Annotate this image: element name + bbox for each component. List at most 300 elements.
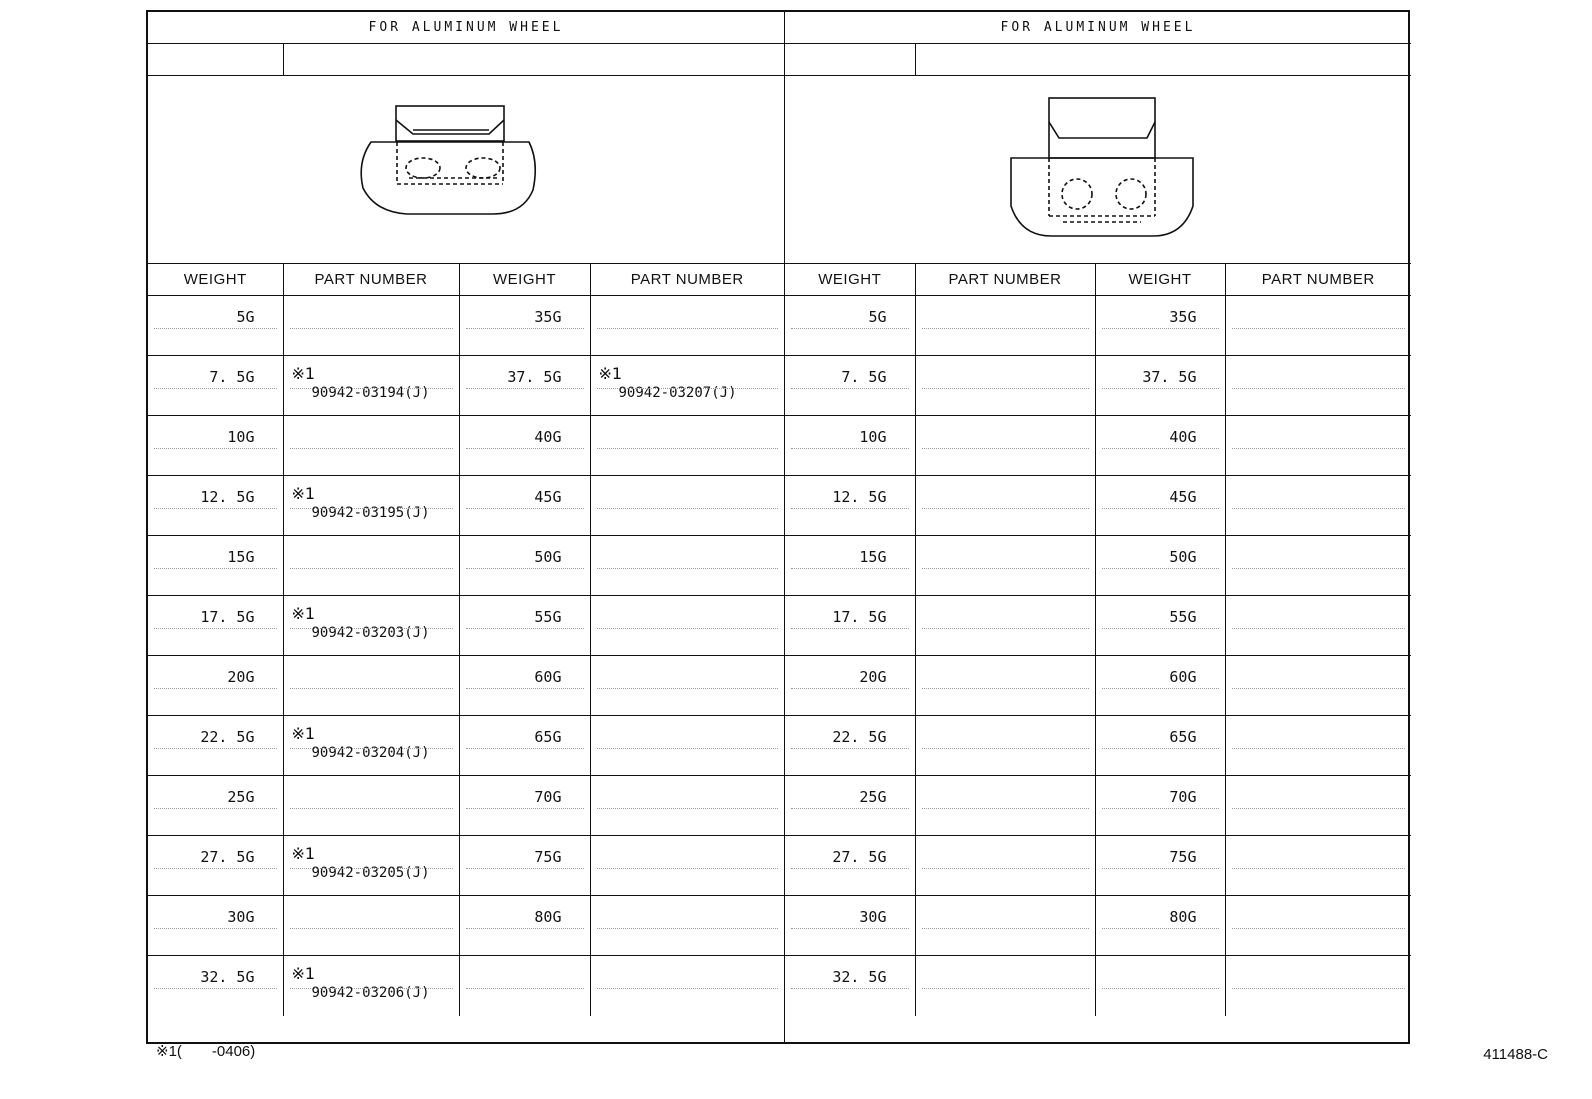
table-row (148, 656, 784, 716)
dotted-guide (922, 508, 1089, 509)
right-blank-divider (915, 44, 916, 75)
dotted-guide (154, 448, 277, 449)
footnote-mark: ※1 (291, 724, 316, 743)
weight-cell (459, 596, 590, 656)
weight-value: 7. 5G (841, 368, 887, 386)
right-section-title: FOR ALUMINUM WHEEL (785, 12, 1411, 44)
part-number-value: 90942-03207(J) (618, 385, 737, 401)
left-blank-divider (283, 44, 284, 75)
dotted-guide (597, 628, 779, 629)
dotted-guide (1102, 808, 1219, 809)
footnote-mark (916, 476, 1095, 484)
footnote-mark (916, 716, 1095, 724)
footnote-mark (1226, 716, 1412, 724)
part-number-cell (590, 296, 784, 356)
footnote-mark (1226, 416, 1412, 424)
dotted-guide (597, 688, 779, 689)
part-number-cell (1225, 596, 1411, 656)
dotted-guide (290, 808, 453, 809)
weight-value: 35G (534, 308, 562, 326)
part-number-value (916, 484, 1095, 486)
weight-cell (148, 596, 283, 656)
table-row (785, 296, 1411, 356)
part-number-value (591, 664, 785, 666)
dotted-guide (1102, 448, 1219, 449)
part-number-cell (1225, 356, 1411, 416)
part-number-cell (915, 836, 1095, 896)
dotted-guide (791, 808, 909, 809)
dotted-guide (290, 748, 453, 749)
weight-cell (459, 296, 590, 356)
weight-cell (1095, 836, 1225, 896)
dotted-guide (1232, 508, 1406, 509)
footnote-mark (916, 596, 1095, 604)
wheel-weight-adhesive-icon (1007, 94, 1207, 244)
part-number-cell (283, 416, 459, 476)
weight-cell (148, 356, 283, 416)
table-row (148, 416, 784, 476)
part-number-value (591, 604, 785, 606)
part-number-cell (1225, 416, 1411, 476)
part-number-cell (283, 596, 459, 656)
dotted-guide (597, 988, 779, 989)
dotted-guide (154, 928, 277, 929)
dotted-guide (1232, 388, 1406, 389)
wheel-weight-clip-on-icon (353, 102, 553, 232)
footnote-mark (916, 356, 1095, 364)
part-number-value (1226, 484, 1412, 486)
dotted-guide (290, 448, 453, 449)
part-number-cell (590, 476, 784, 536)
dotted-guide (922, 988, 1089, 989)
table-row (148, 716, 784, 776)
footnote-mark (1226, 836, 1412, 844)
dotted-guide (597, 808, 779, 809)
weight-cell (148, 416, 283, 476)
table-row (148, 956, 784, 1016)
part-number-value (1226, 844, 1412, 846)
footnote-mark (591, 656, 785, 664)
table-row (148, 536, 784, 596)
table-row (148, 356, 784, 416)
dotted-guide (791, 988, 909, 989)
part-number-cell (590, 896, 784, 956)
dotted-guide (922, 688, 1089, 689)
footnote-mark: ※1 (598, 364, 623, 383)
weight-value: 15G (227, 548, 255, 566)
right-weight-table (785, 264, 1411, 1016)
part-number-cell (283, 836, 459, 896)
weight-cell (785, 656, 915, 716)
weight-cell (785, 296, 915, 356)
weight-cell (148, 896, 283, 956)
part-number-value (916, 964, 1095, 966)
weight-cell (1095, 956, 1225, 1016)
part-number-cell (1225, 476, 1411, 536)
footnote-mark (916, 776, 1095, 784)
part-number-value (1226, 604, 1412, 606)
footnote-mark: ※1 (291, 844, 316, 863)
dotted-guide (154, 328, 277, 329)
footnote-mark: ※1 (291, 964, 316, 983)
weight-value: 80G (1169, 908, 1197, 926)
footnote-mark (284, 896, 459, 904)
weight-cell (148, 716, 283, 776)
part-number-cell (915, 956, 1095, 1016)
part-number-cell (283, 896, 459, 956)
table-row (785, 716, 1411, 776)
dotted-guide (154, 808, 277, 809)
weight-value: 5G (236, 308, 255, 326)
table-row (148, 776, 784, 836)
weight-value: 22. 5G (832, 728, 887, 746)
weight-cell (459, 416, 590, 476)
weight-cell (785, 956, 915, 1016)
dotted-guide (290, 988, 453, 989)
part-number-value: 90942-03204(J) (311, 745, 430, 761)
dotted-guide (922, 928, 1089, 929)
footnote-mark (1226, 656, 1412, 664)
left-table-body (148, 296, 784, 1016)
part-number-value (1226, 964, 1412, 966)
dotted-guide (922, 868, 1089, 869)
weight-value: 65G (534, 728, 562, 746)
footnote-mark (591, 296, 785, 304)
weight-value: 80G (534, 908, 562, 926)
weight-cell (785, 776, 915, 836)
right-section (784, 12, 1411, 1042)
column-header-part-number: PART NUMBER (590, 264, 784, 296)
footnote-mark (916, 896, 1095, 904)
part-number-cell (283, 356, 459, 416)
weight-cell (148, 296, 283, 356)
part-number-cell (590, 776, 784, 836)
left-section (148, 12, 784, 1042)
weight-cell (148, 536, 283, 596)
weight-value: 27. 5G (200, 848, 255, 866)
dotted-guide (1102, 988, 1219, 989)
weight-value: 17. 5G (832, 608, 887, 626)
dotted-guide (290, 868, 453, 869)
weight-cell (459, 956, 590, 1016)
column-header-part-number: PART NUMBER (1225, 264, 1411, 296)
part-number-cell (1225, 296, 1411, 356)
table-row (785, 896, 1411, 956)
part-number-cell (915, 596, 1095, 656)
weight-cell (148, 656, 283, 716)
footnote-mark (1226, 956, 1412, 964)
weight-value: 30G (859, 908, 887, 926)
weight-value: 32. 5G (832, 968, 887, 986)
part-number-cell (590, 356, 784, 416)
dotted-guide (290, 628, 453, 629)
weight-cell (785, 416, 915, 476)
dotted-guide (1102, 568, 1219, 569)
footnote-mark (1226, 596, 1412, 604)
table-row (148, 476, 784, 536)
weight-value: 37. 5G (1142, 368, 1197, 386)
table-row (148, 296, 784, 356)
weight-value: 12. 5G (200, 488, 255, 506)
part-number-value (916, 604, 1095, 606)
dotted-guide (922, 448, 1089, 449)
dotted-guide (922, 328, 1089, 329)
dotted-guide (1102, 928, 1219, 929)
weight-value: 32. 5G (200, 968, 255, 986)
part-number-cell (915, 296, 1095, 356)
weight-cell (785, 596, 915, 656)
left-table-header (148, 264, 784, 296)
dotted-guide (466, 688, 584, 689)
part-number-value (1226, 364, 1412, 366)
part-number-value (1226, 304, 1412, 306)
weight-cell (1095, 896, 1225, 956)
weight-value: 75G (534, 848, 562, 866)
dotted-guide (154, 988, 277, 989)
footnote-mark (284, 776, 459, 784)
part-number-value (916, 844, 1095, 846)
footnote: ※1( -0406) (156, 1043, 256, 1060)
dotted-guide (290, 568, 453, 569)
weight-cell (785, 356, 915, 416)
weight-cell (1095, 716, 1225, 776)
part-number-cell (590, 956, 784, 1016)
dotted-guide (1102, 328, 1219, 329)
weight-value: 20G (859, 668, 887, 686)
part-number-value (916, 364, 1095, 366)
table-row (785, 656, 1411, 716)
part-number-value (284, 544, 459, 546)
weight-cell (148, 476, 283, 536)
dotted-guide (791, 928, 909, 929)
footnote-mark (1226, 536, 1412, 544)
weight-value: 50G (1169, 548, 1197, 566)
part-number-cell (590, 716, 784, 776)
weight-value (460, 956, 590, 968)
weight-value: 30G (227, 908, 255, 926)
column-header-weight: WEIGHT (459, 264, 590, 296)
weight-value: 35G (1169, 308, 1197, 326)
footnote-mark (591, 476, 785, 484)
footnote-mark (916, 416, 1095, 424)
footnote-mark (591, 536, 785, 544)
part-number-value (916, 424, 1095, 426)
dotted-guide (466, 808, 584, 809)
dotted-guide (1232, 688, 1406, 689)
part-number-value (284, 904, 459, 906)
dotted-guide (466, 568, 584, 569)
dotted-guide (466, 748, 584, 749)
right-table-body (785, 296, 1411, 1016)
weight-cell (148, 836, 283, 896)
dotted-guide (466, 988, 584, 989)
footnote-mark (284, 416, 459, 424)
part-number-cell (915, 656, 1095, 716)
weight-cell (1095, 776, 1225, 836)
part-number-value (1226, 664, 1412, 666)
dotted-guide (922, 568, 1089, 569)
dotted-guide (466, 628, 584, 629)
part-number-cell (1225, 536, 1411, 596)
part-number-value (916, 784, 1095, 786)
part-number-cell (283, 776, 459, 836)
dotted-guide (791, 748, 909, 749)
dotted-guide (1232, 568, 1406, 569)
table-row (785, 596, 1411, 656)
footnote-mark (916, 656, 1095, 664)
part-number-cell (1225, 716, 1411, 776)
weight-cell (459, 476, 590, 536)
part-number-value (1226, 724, 1412, 726)
weight-value: 17. 5G (200, 608, 255, 626)
dotted-guide (1232, 328, 1406, 329)
part-number-cell (283, 476, 459, 536)
part-number-value (1226, 784, 1412, 786)
part-number-value (284, 304, 459, 306)
part-number-cell (915, 776, 1095, 836)
weight-value: 40G (534, 428, 562, 446)
dotted-guide (791, 388, 909, 389)
part-number-value (591, 964, 785, 966)
footnote-mark (591, 416, 785, 424)
footnote-mark (916, 296, 1095, 304)
dotted-guide (597, 928, 779, 929)
dotted-guide (922, 628, 1089, 629)
dotted-guide (290, 328, 453, 329)
table-row (785, 776, 1411, 836)
dotted-guide (466, 868, 584, 869)
part-number-value (916, 724, 1095, 726)
part-number-value (591, 424, 785, 426)
dotted-guide (1232, 448, 1406, 449)
weight-value: 60G (1169, 668, 1197, 686)
weight-value: 40G (1169, 428, 1197, 446)
weight-value: 20G (227, 668, 255, 686)
dotted-guide (154, 868, 277, 869)
weight-cell (785, 896, 915, 956)
weight-cell (459, 836, 590, 896)
dotted-guide (1232, 628, 1406, 629)
part-number-value (916, 304, 1095, 306)
part-number-cell (590, 536, 784, 596)
weight-cell (785, 476, 915, 536)
dotted-guide (1232, 748, 1406, 749)
dotted-guide (154, 388, 277, 389)
part-number-value (1226, 424, 1412, 426)
dotted-guide (791, 448, 909, 449)
right-blank-row (785, 44, 1411, 76)
table-row (785, 956, 1411, 1016)
weight-cell (785, 716, 915, 776)
weight-value: 15G (859, 548, 887, 566)
part-number-value (1226, 544, 1412, 546)
part-number-cell (590, 656, 784, 716)
weight-cell (459, 536, 590, 596)
part-number-cell (1225, 836, 1411, 896)
weight-value: 12. 5G (832, 488, 887, 506)
dotted-guide (597, 568, 779, 569)
part-number-cell (283, 656, 459, 716)
weight-cell (785, 836, 915, 896)
footnote-mark (916, 836, 1095, 844)
part-number-cell (915, 716, 1095, 776)
table-row (148, 896, 784, 956)
column-header-weight: WEIGHT (148, 264, 283, 296)
part-number-value (591, 304, 785, 306)
table-row (785, 836, 1411, 896)
part-number-cell (915, 416, 1095, 476)
weight-value: 10G (227, 428, 255, 446)
part-number-value (591, 544, 785, 546)
dotted-guide (597, 448, 779, 449)
part-number-cell (1225, 776, 1411, 836)
dotted-guide (791, 328, 909, 329)
dotted-guide (922, 808, 1089, 809)
column-header-part-number: PART NUMBER (915, 264, 1095, 296)
right-table-header (785, 264, 1411, 296)
weight-cell (785, 536, 915, 596)
dotted-guide (1232, 928, 1406, 929)
part-number-cell (1225, 896, 1411, 956)
weight-cell (148, 776, 283, 836)
weight-value: 25G (859, 788, 887, 806)
table-row (148, 596, 784, 656)
dotted-guide (1232, 808, 1406, 809)
part-number-value (284, 664, 459, 666)
weight-value: 22. 5G (200, 728, 255, 746)
weight-value: 7. 5G (209, 368, 255, 386)
dotted-guide (154, 628, 277, 629)
table-row (785, 476, 1411, 536)
dotted-guide (154, 568, 277, 569)
table-row (785, 536, 1411, 596)
part-number-value (591, 484, 785, 486)
part-number-value (916, 904, 1095, 906)
weight-cell (459, 776, 590, 836)
footnote-mark: ※1 (291, 364, 316, 383)
weight-cell (1095, 296, 1225, 356)
footnote-mark (591, 776, 785, 784)
column-header-part-number: PART NUMBER (283, 264, 459, 296)
part-number-cell (915, 476, 1095, 536)
dotted-guide (154, 688, 277, 689)
part-number-value (591, 844, 785, 846)
dotted-guide (1102, 628, 1219, 629)
dotted-guide (597, 748, 779, 749)
dotted-guide (290, 688, 453, 689)
dotted-guide (290, 928, 453, 929)
dotted-guide (466, 928, 584, 929)
weight-cell (1095, 656, 1225, 716)
column-header-weight: WEIGHT (1095, 264, 1225, 296)
weight-cell (1095, 596, 1225, 656)
dotted-guide (1102, 868, 1219, 869)
left-illustration (148, 76, 784, 264)
dotted-guide (1102, 688, 1219, 689)
weight-cell (148, 956, 283, 1016)
left-blank-row (148, 44, 784, 76)
part-number-value (1226, 904, 1412, 906)
footnote-mark (916, 956, 1095, 964)
part-number-value (591, 724, 785, 726)
dotted-guide (922, 388, 1089, 389)
dotted-guide (290, 388, 453, 389)
left-weight-table (148, 264, 784, 1016)
footnote-mark (1226, 356, 1412, 364)
dotted-guide (1232, 988, 1406, 989)
dotted-guide (290, 508, 453, 509)
dotted-guide (154, 508, 277, 509)
